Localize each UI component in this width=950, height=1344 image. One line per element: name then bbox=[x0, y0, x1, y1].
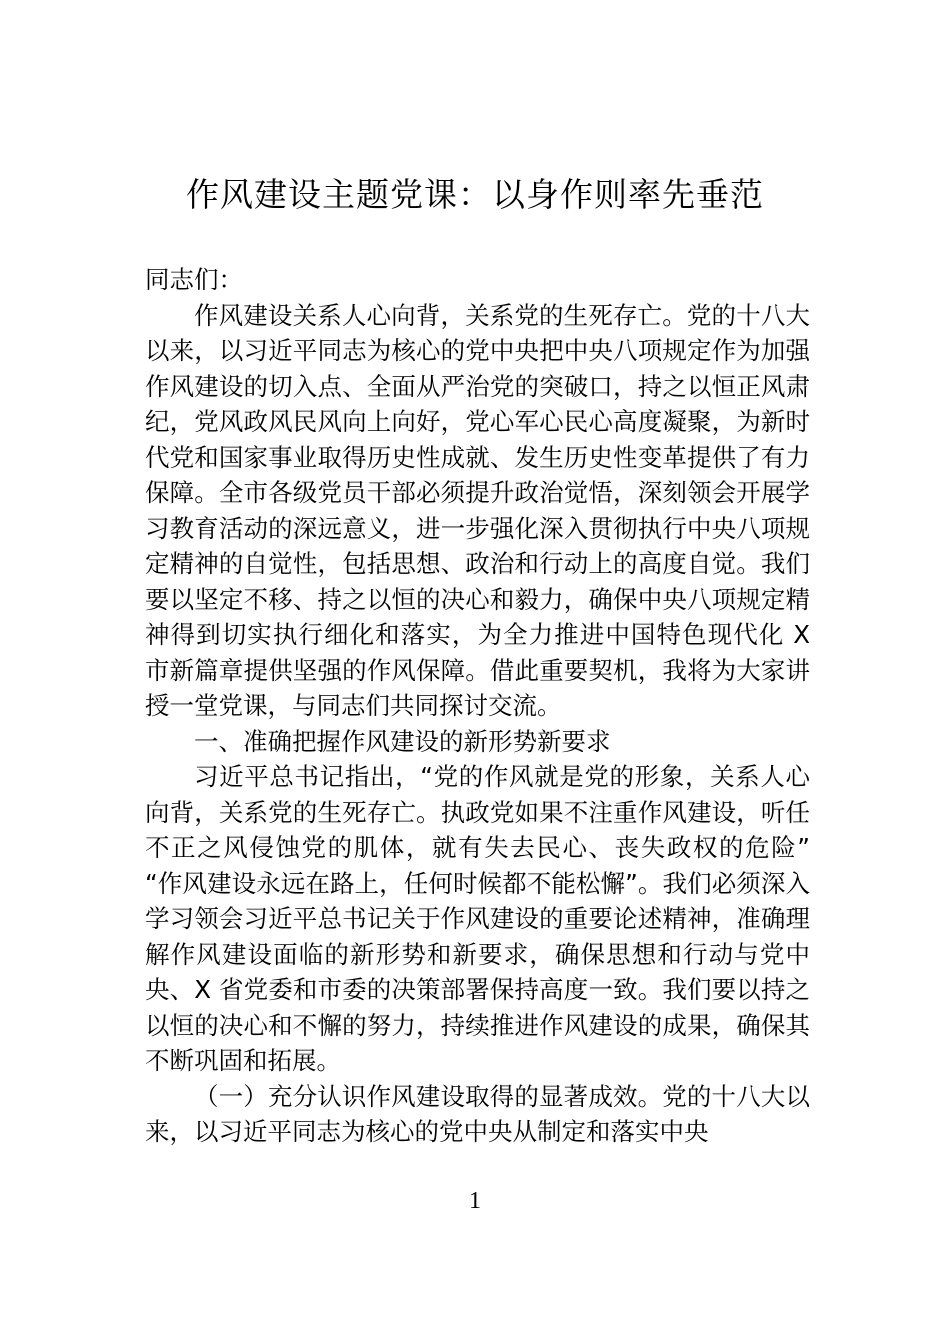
paragraph-intro: 作风建设关系人心向背，关系党的生死存亡。党的十八大以来，以习近平同志为核心的党中央把中央八项规定作为加强作风建设的切入点、全面从严治党的突破口，持之以恒正风肃纪，党风政风民风向上向好，党心军心民心高度凝聚，为新时代党和国家事业取得历史性成就、发生历史性变革提供了有力保障。全市各级党员干部必须提升政治觉悟，深刻领会开展学习教育活动的深远意义，进一步强化深入贯彻执行中央八项规定精神的自觉性，包括思想、政治和行动上的高度自觉。我们要以坚定不移、持之以恒的决心和毅力，确保中央八项规定精神得到切实执行细化和落实，为全力推进中国特色现代化 X 市新篇章提供坚强的作风保障。借此重要契机，我将为大家讲授一堂党课，与同志们共同探讨交流。 bbox=[145, 300, 810, 720]
subsection-paragraph-1: （一）充分认识作风建设取得的显著成效。党的十八大以来，以习近平同志为核心的党中央从制定和落实中央 bbox=[145, 1081, 810, 1146]
page-number: 1 bbox=[469, 1188, 481, 1214]
section-heading-1: 一、准确把握作风建设的新形势新要求 bbox=[194, 726, 611, 756]
document-title: 作风建设主题党课：以身作则率先垂范 bbox=[186, 175, 764, 214]
document-body bbox=[145, 262, 810, 1150]
salutation: 同志们： bbox=[145, 265, 243, 294]
paragraph-quote: 习近平总书记指出，“党的作风就是党的形象，关系人心向背，关系党的生死存亡。执政党如果不注重作风建设，听任不正之风侵蚀党的肌体，就有失去民心、丧失政权的危险” “作风建设永远在路上，任何时候都不能松懈”。我们必须深入学习领会习近平总书记关于作风建设的重要论述精神，准确理解作风建设面临的新形势和新要求，确保思想和行动与党中央、X 省党委和市委的决策部署保持高度一致。我们要以持之以恒的决心和不懈的努力，持续推进作风建设的成果，确保其不断巩固和拓展。 bbox=[145, 762, 810, 1075]
